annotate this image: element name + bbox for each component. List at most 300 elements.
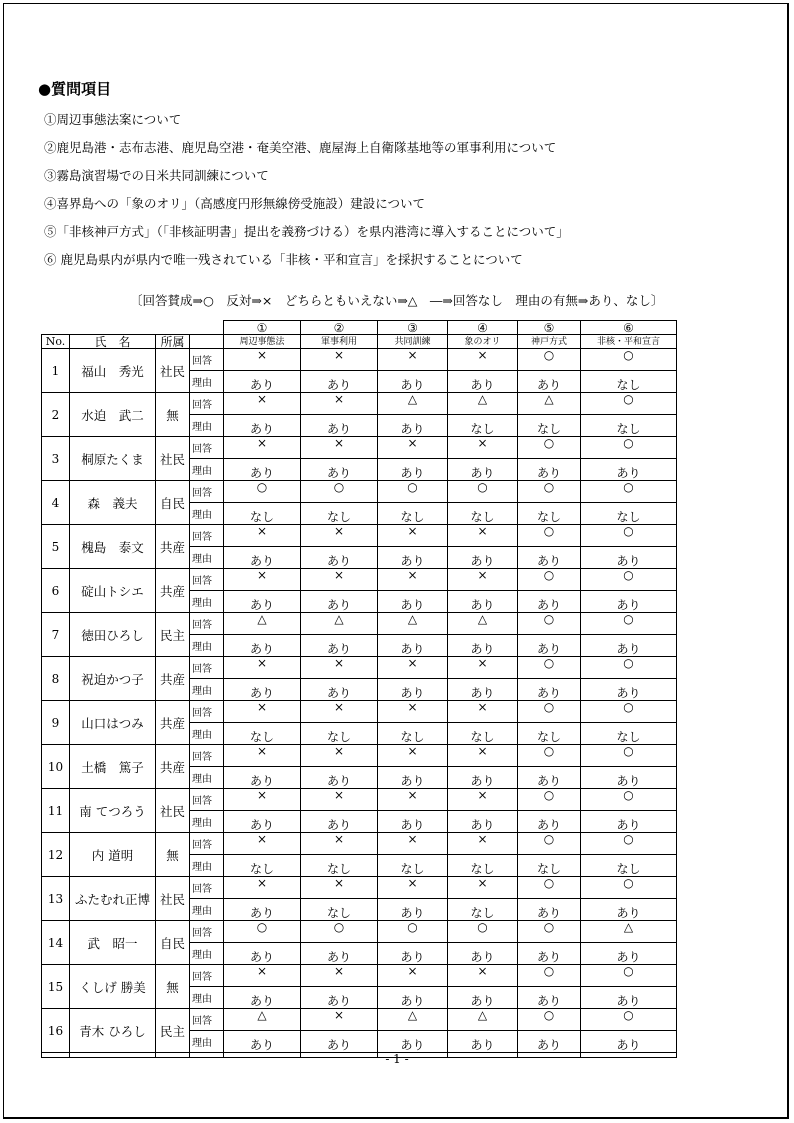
answer-cell: ○ xyxy=(518,1009,581,1031)
answer-cell: △ xyxy=(378,1009,448,1031)
table-row xyxy=(42,921,677,943)
member-name: 山口はつみ xyxy=(70,701,156,745)
answer-cell: × xyxy=(224,349,301,371)
reason-cell: なし xyxy=(224,723,301,745)
reason-cell: あり xyxy=(581,767,677,789)
answer-cell: × xyxy=(378,701,448,723)
reason-cell: あり xyxy=(581,547,677,569)
reason-cell: あり xyxy=(518,459,581,481)
reason-cell: あり xyxy=(224,899,301,921)
reason-cell: あり xyxy=(378,415,448,437)
answer-cell: ○ xyxy=(581,833,677,855)
member-number: 15 xyxy=(42,965,70,1009)
member-number: 11 xyxy=(42,789,70,833)
reason-cell: あり xyxy=(518,371,581,393)
answer-cell: × xyxy=(224,393,301,415)
member-party: 共産 xyxy=(156,525,190,569)
reason-cell: あり xyxy=(518,591,581,613)
answer-cell: ○ xyxy=(301,921,378,943)
answer-cell: × xyxy=(378,789,448,811)
table-row xyxy=(42,437,677,459)
member-party: 無 xyxy=(156,833,190,877)
reason-cell: あり xyxy=(518,899,581,921)
member-name: 水迫 武二 xyxy=(70,393,156,437)
member-number: 7 xyxy=(42,613,70,657)
question-title-header: 軍事利用 xyxy=(301,335,378,349)
member-number: 10 xyxy=(42,745,70,789)
table-row xyxy=(42,525,677,547)
member-name: ふたむれ正博 xyxy=(70,877,156,921)
answer-label: 回答 xyxy=(190,877,224,899)
answer-cell: ○ xyxy=(518,437,581,459)
reason-cell: なし xyxy=(518,415,581,437)
reason-cell: あり xyxy=(301,591,378,613)
answer-label: 回答 xyxy=(190,745,224,767)
answer-cell: × xyxy=(378,437,448,459)
reason-cell: あり xyxy=(378,371,448,393)
answer-cell: × xyxy=(448,569,518,591)
answer-label: 回答 xyxy=(190,349,224,371)
member-party: 社民 xyxy=(156,437,190,481)
reason-cell: あり xyxy=(518,987,581,1009)
answer-cell: × xyxy=(301,349,378,371)
member-party: 社民 xyxy=(156,349,190,393)
member-number: 14 xyxy=(42,921,70,965)
member-party: 自民 xyxy=(156,921,190,965)
question-number-header: ⑥ xyxy=(581,321,677,335)
reason-cell: なし xyxy=(581,855,677,877)
reason-cell: なし xyxy=(581,503,677,525)
reason-cell: あり xyxy=(448,1031,518,1053)
member-number: 13 xyxy=(42,877,70,921)
answer-label: 回答 xyxy=(190,1009,224,1031)
reason-cell: あり xyxy=(378,987,448,1009)
answer-cell: ○ xyxy=(518,349,581,371)
reason-cell: あり xyxy=(581,811,677,833)
reason-cell: あり xyxy=(518,1031,581,1053)
reason-cell: あり xyxy=(581,1031,677,1053)
reason-cell: あり xyxy=(518,767,581,789)
reason-label: 理由 xyxy=(190,459,224,481)
member-name: 武 昭一 xyxy=(70,921,156,965)
member-number: 5 xyxy=(42,525,70,569)
member-number: 8 xyxy=(42,657,70,701)
reason-cell: あり xyxy=(301,635,378,657)
member-number: 16 xyxy=(42,1009,70,1053)
answer-label: 回答 xyxy=(190,657,224,679)
answer-cell: × xyxy=(224,745,301,767)
reason-cell: なし xyxy=(518,503,581,525)
reason-label: 理由 xyxy=(190,1031,224,1053)
reason-cell: あり xyxy=(518,635,581,657)
reason-cell: なし xyxy=(518,723,581,745)
answer-cell: ○ xyxy=(581,965,677,987)
answer-cell: ○ xyxy=(581,789,677,811)
table-row xyxy=(42,569,677,591)
column-header-blank xyxy=(190,335,224,349)
answer-cell: ○ xyxy=(518,833,581,855)
table-row xyxy=(42,965,677,987)
answer-cell: ○ xyxy=(518,657,581,679)
reason-label: 理由 xyxy=(190,899,224,921)
answer-cell: ○ xyxy=(581,657,677,679)
reason-cell: なし xyxy=(448,503,518,525)
answer-label: 回答 xyxy=(190,833,224,855)
answer-cell: △ xyxy=(448,1009,518,1031)
answer-label: 回答 xyxy=(190,921,224,943)
column-header-party: 所属 xyxy=(156,335,190,349)
answer-cell: △ xyxy=(518,393,581,415)
member-name: 森 義夫 xyxy=(70,481,156,525)
reason-cell: あり xyxy=(301,1031,378,1053)
answer-cell: ○ xyxy=(378,481,448,503)
reason-cell: あり xyxy=(581,987,677,1009)
reason-label: 理由 xyxy=(190,635,224,657)
question-item-1: ①周辺事態法案について xyxy=(44,112,182,127)
answer-cell: ○ xyxy=(581,569,677,591)
answer-label: 回答 xyxy=(190,965,224,987)
reason-cell: あり xyxy=(301,679,378,701)
answer-cell: △ xyxy=(448,613,518,635)
question-item-3: ③霧島演習場での日米共同訓練について xyxy=(44,168,269,183)
reason-cell: なし xyxy=(378,723,448,745)
answer-cell: △ xyxy=(224,613,301,635)
table-row xyxy=(42,613,677,635)
answer-cell: ○ xyxy=(224,481,301,503)
question-title-header: 周辺事態法 xyxy=(224,335,301,349)
answer-cell: × xyxy=(224,569,301,591)
question-title-header: 非核・平和宣言 xyxy=(581,335,677,349)
reason-cell: あり xyxy=(224,415,301,437)
answer-cell: × xyxy=(224,877,301,899)
reason-cell: あり xyxy=(301,943,378,965)
reason-cell: あり xyxy=(301,371,378,393)
reason-cell: なし xyxy=(301,899,378,921)
question-number-header: ② xyxy=(301,321,378,335)
section-heading: ●質問項目 xyxy=(38,80,112,98)
member-party: 共産 xyxy=(156,569,190,613)
table-row xyxy=(42,481,677,503)
member-number: 3 xyxy=(42,437,70,481)
answer-label: 回答 xyxy=(190,789,224,811)
reason-cell: あり xyxy=(448,943,518,965)
answer-cell: ○ xyxy=(518,613,581,635)
reason-cell: あり xyxy=(581,943,677,965)
reason-cell: あり xyxy=(581,635,677,657)
member-name: 桐原たくま xyxy=(70,437,156,481)
table-row xyxy=(42,745,677,767)
member-party: 民主 xyxy=(156,1009,190,1053)
member-name: 徳田ひろし xyxy=(70,613,156,657)
answer-label: 回答 xyxy=(190,525,224,547)
member-name: 内 道明 xyxy=(70,833,156,877)
table-row xyxy=(42,789,677,811)
answer-cell: ○ xyxy=(518,569,581,591)
member-name: 土橋 篤子 xyxy=(70,745,156,789)
answer-cell: × xyxy=(378,877,448,899)
reason-cell: なし xyxy=(224,503,301,525)
member-party: 無 xyxy=(156,393,190,437)
question-number-header: ⑤ xyxy=(518,321,581,335)
answer-cell: ○ xyxy=(581,701,677,723)
reason-cell: あり xyxy=(224,679,301,701)
table-row xyxy=(42,349,677,371)
answer-cell: △ xyxy=(301,613,378,635)
answer-cell: × xyxy=(301,745,378,767)
reason-cell: なし xyxy=(448,723,518,745)
reason-cell: あり xyxy=(378,767,448,789)
answer-cell: ○ xyxy=(518,965,581,987)
answer-cell: × xyxy=(448,833,518,855)
reason-cell: なし xyxy=(581,371,677,393)
reason-cell: あり xyxy=(378,1031,448,1053)
reason-cell: あり xyxy=(301,459,378,481)
answer-cell: △ xyxy=(378,613,448,635)
question-item-4: ④喜界島への「象のオリ」（高感度円形無線傍受施設）建設について xyxy=(44,196,426,211)
reason-cell: あり xyxy=(518,811,581,833)
reason-cell: なし xyxy=(301,723,378,745)
answer-cell: × xyxy=(224,789,301,811)
reason-label: 理由 xyxy=(190,679,224,701)
reason-cell: あり xyxy=(301,547,378,569)
header-row-titles xyxy=(42,335,677,349)
member-party: 共産 xyxy=(156,701,190,745)
reason-label: 理由 xyxy=(190,591,224,613)
answer-cell: ○ xyxy=(301,481,378,503)
reason-cell: あり xyxy=(448,591,518,613)
table-row xyxy=(42,877,677,899)
question-item-5: ⑤「非核神戸方式」（「非核証明書」提出を義務づける）を県内港湾に導入することについて」 xyxy=(44,224,569,239)
reason-cell: あり xyxy=(301,415,378,437)
reason-cell: あり xyxy=(581,679,677,701)
answer-cell: ○ xyxy=(448,921,518,943)
answer-legend: 〔回答賛成⇒○ 反対⇒× どちらともいえない⇒△ ―⇒回答なし 理由の有無⇒あり、なし〕 xyxy=(130,293,664,308)
reason-cell: あり xyxy=(224,635,301,657)
reason-label: 理由 xyxy=(190,811,224,833)
answer-cell: × xyxy=(301,789,378,811)
answer-cell: × xyxy=(378,965,448,987)
answer-cell: × xyxy=(448,965,518,987)
answer-cell: ○ xyxy=(518,789,581,811)
answer-cell: × xyxy=(301,965,378,987)
answer-cell: × xyxy=(448,349,518,371)
answer-cell: × xyxy=(378,349,448,371)
member-number: 1 xyxy=(42,349,70,393)
member-name: 南 てつろう xyxy=(70,789,156,833)
question-item-6: ⑥ 鹿児島県内が県内で唯一残されている「非核・平和宣言」を採択することについて xyxy=(44,252,523,267)
question-number-header: ③ xyxy=(378,321,448,335)
answer-label: 回答 xyxy=(190,569,224,591)
reason-cell: あり xyxy=(378,679,448,701)
answer-cell: ○ xyxy=(378,921,448,943)
answer-label: 回答 xyxy=(190,613,224,635)
reason-label: 理由 xyxy=(190,503,224,525)
answer-label: 回答 xyxy=(190,393,224,415)
reason-cell: あり xyxy=(448,547,518,569)
answer-cell: ○ xyxy=(581,437,677,459)
answer-cell: × xyxy=(448,745,518,767)
reason-cell: あり xyxy=(301,767,378,789)
answer-cell: ○ xyxy=(581,349,677,371)
answer-label: 回答 xyxy=(190,437,224,459)
question-item-2: ②鹿児島港・志布志港、鹿児島空港・奄美空港、鹿屋海上自衛隊基地等の軍事利用について xyxy=(44,140,557,155)
answer-cell: × xyxy=(301,393,378,415)
answer-cell: × xyxy=(378,569,448,591)
reason-cell: なし xyxy=(581,723,677,745)
reason-cell: あり xyxy=(518,547,581,569)
answer-cell: × xyxy=(448,877,518,899)
answer-cell: × xyxy=(301,877,378,899)
answer-cell: ○ xyxy=(581,393,677,415)
answer-cell: ○ xyxy=(518,877,581,899)
member-name: 槐島 泰文 xyxy=(70,525,156,569)
table-row xyxy=(42,833,677,855)
reason-cell: あり xyxy=(448,679,518,701)
member-number: 12 xyxy=(42,833,70,877)
reason-cell: なし xyxy=(224,855,301,877)
member-name: 福山 秀光 xyxy=(70,349,156,393)
answer-cell: ○ xyxy=(581,525,677,547)
answer-label: 回答 xyxy=(190,701,224,723)
reason-cell: あり xyxy=(448,767,518,789)
header-row-numbers xyxy=(42,321,677,335)
answer-cell: × xyxy=(224,701,301,723)
reason-cell: あり xyxy=(518,679,581,701)
survey-table xyxy=(41,320,677,1058)
member-party: 共産 xyxy=(156,657,190,701)
page-number: - 1 - xyxy=(385,1052,409,1066)
reason-cell: あり xyxy=(301,987,378,1009)
answer-cell: × xyxy=(301,1009,378,1031)
reason-cell: なし xyxy=(448,855,518,877)
reason-label: 理由 xyxy=(190,723,224,745)
question-title-header: 神戸方式 xyxy=(518,335,581,349)
reason-cell: なし xyxy=(518,855,581,877)
reason-cell: あり xyxy=(448,635,518,657)
column-header-name: 氏 名 xyxy=(70,335,156,349)
reason-cell: あり xyxy=(518,943,581,965)
answer-cell: × xyxy=(378,745,448,767)
answer-cell: ○ xyxy=(581,877,677,899)
reason-cell: あり xyxy=(224,1031,301,1053)
reason-cell: あり xyxy=(378,899,448,921)
answer-cell: ○ xyxy=(581,1009,677,1031)
member-number: 6 xyxy=(42,569,70,613)
answer-cell: ○ xyxy=(581,745,677,767)
member-party: 民主 xyxy=(156,613,190,657)
reason-cell: あり xyxy=(378,591,448,613)
reason-label: 理由 xyxy=(190,855,224,877)
answer-cell: ○ xyxy=(448,481,518,503)
reason-cell: あり xyxy=(448,371,518,393)
reason-cell: あり xyxy=(224,811,301,833)
header-blank xyxy=(42,321,224,335)
reason-cell: あり xyxy=(448,811,518,833)
answer-cell: × xyxy=(448,657,518,679)
answer-cell: ○ xyxy=(518,481,581,503)
answer-cell: × xyxy=(224,437,301,459)
column-header-no: No. xyxy=(42,335,70,349)
table-row xyxy=(42,657,677,679)
answer-cell: ○ xyxy=(581,613,677,635)
member-party: 自民 xyxy=(156,481,190,525)
member-number: 2 xyxy=(42,393,70,437)
reason-cell: なし xyxy=(378,503,448,525)
reason-cell: あり xyxy=(224,591,301,613)
answer-cell: △ xyxy=(378,393,448,415)
member-name: 青木 ひろし xyxy=(70,1009,156,1053)
reason-cell: あり xyxy=(378,635,448,657)
table-row xyxy=(42,701,677,723)
reason-label: 理由 xyxy=(190,943,224,965)
answer-cell: × xyxy=(448,437,518,459)
reason-cell: あり xyxy=(224,459,301,481)
answer-cell: × xyxy=(378,657,448,679)
answer-cell: × xyxy=(301,569,378,591)
answer-cell: × xyxy=(301,657,378,679)
question-number-header: ④ xyxy=(448,321,518,335)
answer-cell: × xyxy=(448,701,518,723)
reason-cell: あり xyxy=(301,811,378,833)
reason-cell: あり xyxy=(378,459,448,481)
member-party: 社民 xyxy=(156,877,190,921)
reason-cell: なし xyxy=(301,503,378,525)
answer-cell: △ xyxy=(581,921,677,943)
answer-cell: × xyxy=(301,525,378,547)
member-name: くしげ 勝美 xyxy=(70,965,156,1009)
answer-cell: × xyxy=(224,525,301,547)
member-name: 碇山トシエ xyxy=(70,569,156,613)
answer-cell: × xyxy=(224,657,301,679)
answer-cell: × xyxy=(378,525,448,547)
reason-cell: なし xyxy=(378,855,448,877)
member-number: 4 xyxy=(42,481,70,525)
reason-cell: あり xyxy=(581,591,677,613)
member-number: 9 xyxy=(42,701,70,745)
answer-label: 回答 xyxy=(190,481,224,503)
answer-cell: △ xyxy=(224,1009,301,1031)
answer-cell: ○ xyxy=(518,745,581,767)
reason-cell: あり xyxy=(224,547,301,569)
reason-cell: あり xyxy=(224,943,301,965)
answer-cell: ○ xyxy=(518,701,581,723)
reason-label: 理由 xyxy=(190,371,224,393)
reason-cell: なし xyxy=(448,415,518,437)
reason-label: 理由 xyxy=(190,767,224,789)
reason-cell: なし xyxy=(581,415,677,437)
answer-cell: × xyxy=(301,701,378,723)
member-party: 共産 xyxy=(156,745,190,789)
table-row xyxy=(42,393,677,415)
answer-cell: ○ xyxy=(518,921,581,943)
answer-cell: × xyxy=(378,833,448,855)
answer-cell: ○ xyxy=(518,525,581,547)
answer-cell: × xyxy=(448,789,518,811)
reason-cell: なし xyxy=(301,855,378,877)
reason-cell: あり xyxy=(224,371,301,393)
answer-cell: × xyxy=(301,437,378,459)
answer-cell: △ xyxy=(448,393,518,415)
question-title-header: 共同訓練 xyxy=(378,335,448,349)
member-name: 祝迫かつ子 xyxy=(70,657,156,701)
reason-cell: あり xyxy=(378,811,448,833)
answer-cell: × xyxy=(301,833,378,855)
reason-cell: あり xyxy=(581,459,677,481)
answer-cell: × xyxy=(448,525,518,547)
reason-cell: あり xyxy=(378,943,448,965)
question-title-header: 象のオリ xyxy=(448,335,518,349)
reason-label: 理由 xyxy=(190,415,224,437)
